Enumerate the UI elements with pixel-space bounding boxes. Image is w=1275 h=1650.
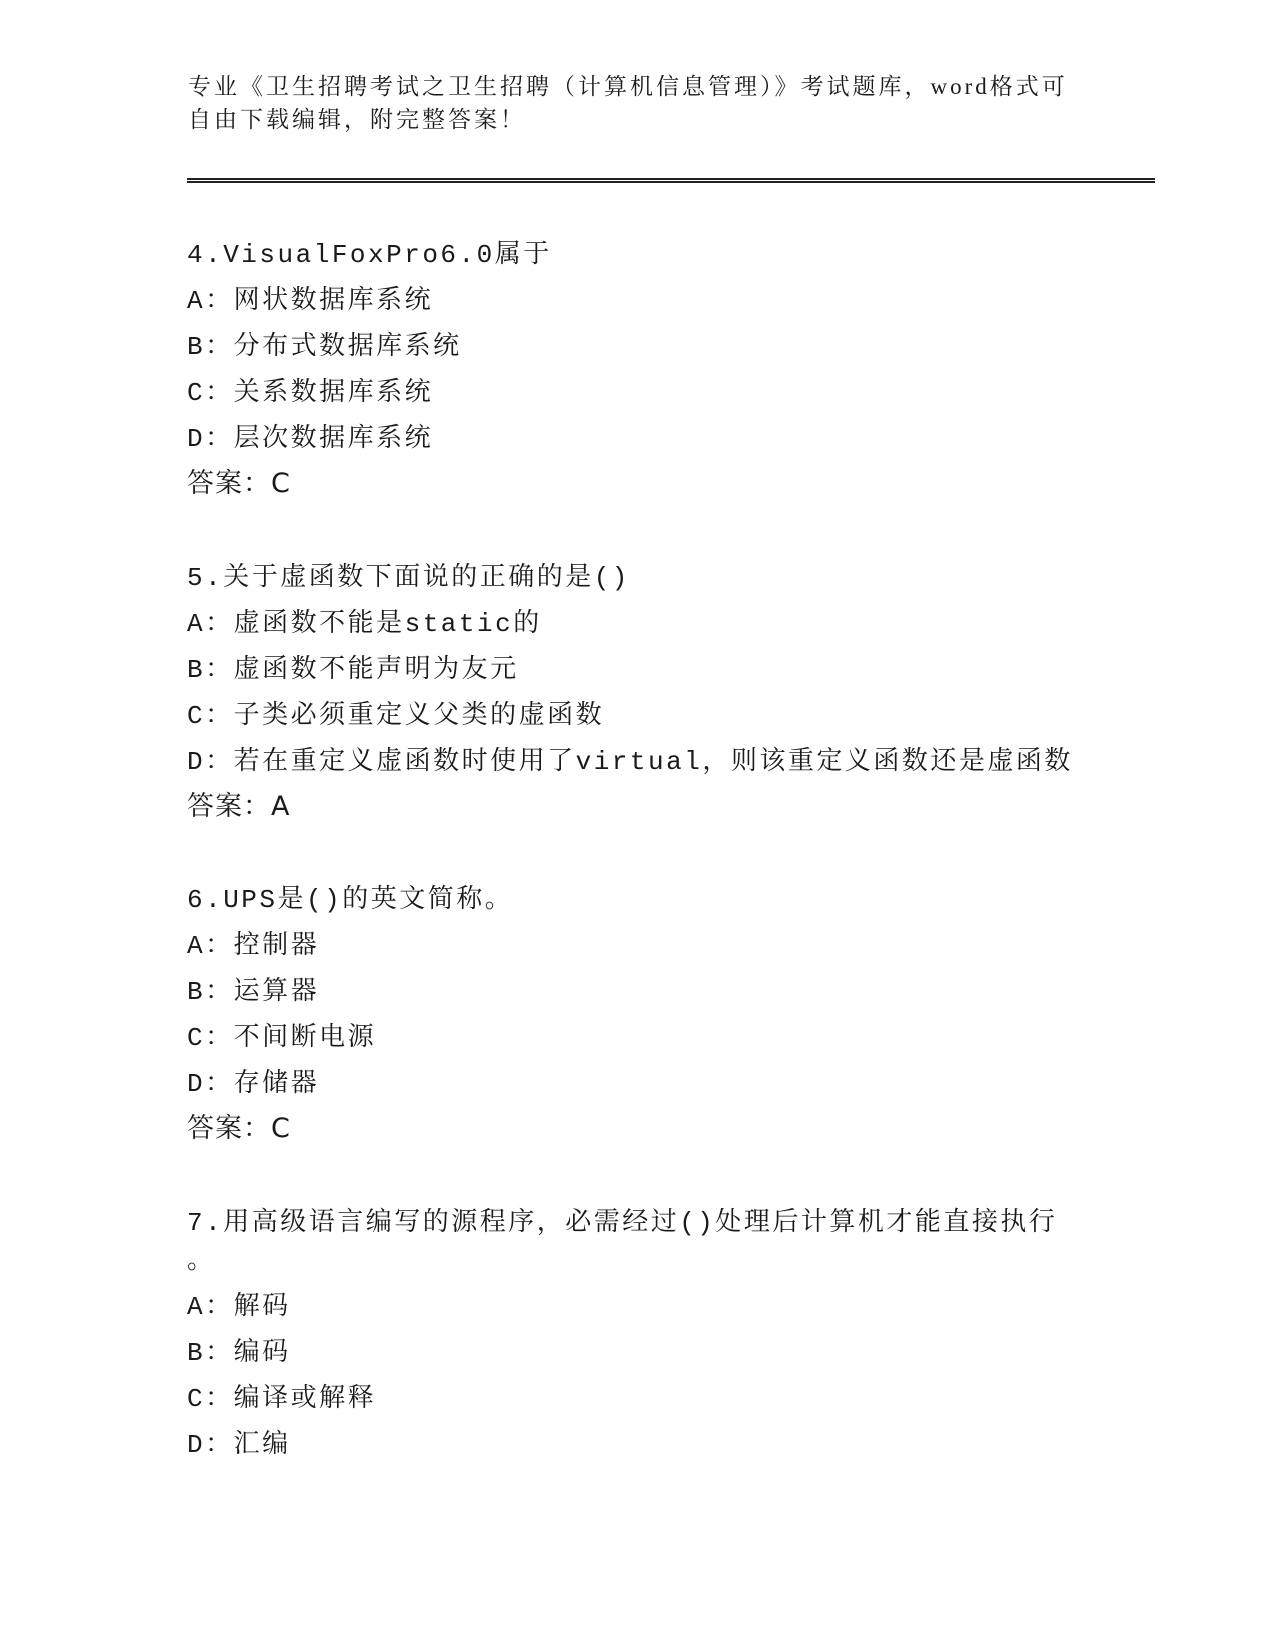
option-a: A：解码 [187, 1292, 291, 1322]
option-c: C：关系数据库系统 [187, 378, 434, 408]
option-a: A：虚函数不能是static的 [187, 609, 542, 639]
question-text: 4.VisualFoxPro6.0属于 [187, 240, 552, 270]
option-d: D：存储器 [187, 1069, 320, 1099]
option-a: A：网状数据库系统 [187, 286, 434, 316]
question-4 [187, 232, 1107, 506]
question-6 [187, 877, 1107, 1151]
option-d: D：汇编 [187, 1430, 291, 1460]
option-c: C：不间断电源 [187, 1023, 377, 1053]
question-text-continuation: 。 [187, 1246, 216, 1276]
option-b: B：虚函数不能声明为友元 [187, 655, 519, 685]
answer-line: 答案：C [187, 1113, 291, 1144]
option-c: C：编译或解释 [187, 1384, 377, 1414]
question-text: 5.关于虚函数下面说的正确的是() [187, 563, 630, 593]
option-b: B：分布式数据库系统 [187, 332, 462, 362]
answer-line: 答案：A [187, 791, 291, 822]
question-text: 6.UPS是()的英文简称。 [187, 885, 514, 915]
document-intro: 专业《卫生招聘考试之卫生招聘（计算机信息管理）》考试题库，word格式可自由下载编辑，附完整答案！ [188, 74, 1068, 132]
answer-line: 答案：C [187, 468, 291, 499]
question-7 [187, 1200, 1107, 1468]
option-c: C：子类必须重定义父类的虚函数 [187, 701, 605, 731]
option-d: D：若在重定义虚函数时使用了virtual，则该重定义函数还是虚函数 [187, 747, 1073, 777]
option-d: D：层次数据库系统 [187, 424, 434, 454]
header-double-rule [187, 178, 1155, 183]
option-b: B：运算器 [187, 977, 320, 1007]
option-a: A：控制器 [187, 931, 320, 961]
question-5 [187, 555, 1107, 829]
question-text: 7.用高级语言编写的源程序，必需经过()处理后计算机才能直接执行 [187, 1208, 1058, 1238]
option-b: B：编码 [187, 1338, 291, 1368]
